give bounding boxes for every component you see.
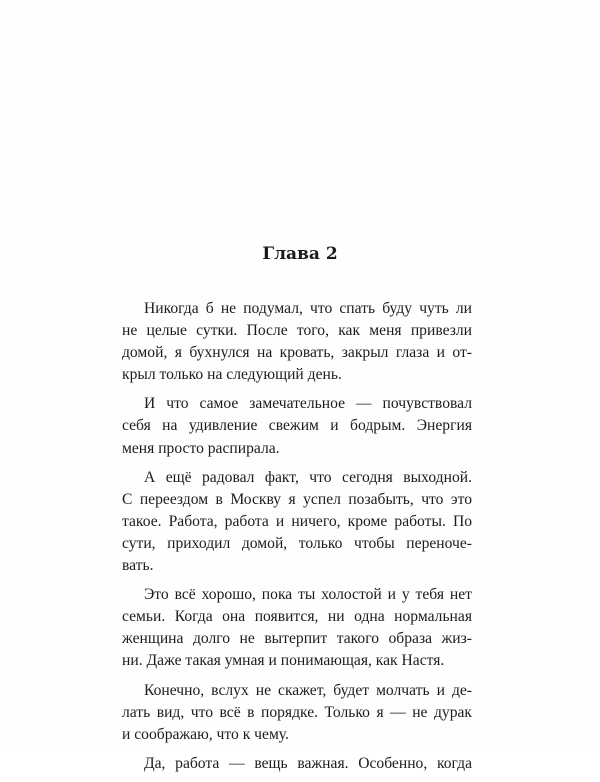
text-line: женщина долго не вытерпит такого образа жиз- [122,630,472,648]
text-line: семьи. Когда она появится, ни одна нормальная [122,608,472,626]
text-line: меня просто распирала. [122,439,280,457]
text-line: домой, я бухнулся на кровать, закрыл глаза и от- [122,344,472,362]
text-line: И что самое замечательное — почувствовал [144,395,472,413]
paragraph [122,753,472,775]
text-line: С переездом в Москву я успел позабыть, что это [122,490,472,508]
paragraph [122,393,472,459]
text-line: и соображаю, что к чему. [122,725,289,743]
text-line: Да, работа — вещь важная. Особенно, когда [144,754,472,772]
paragraph [122,467,472,577]
text-line: ни. Даже такая умная и понимающая, как Настя. [122,652,445,670]
paragraph [122,680,472,746]
text-line: лать вид, что всё в порядке. Только я — не дурак [122,703,472,721]
text-line: вать. [122,557,154,575]
text-line: себя на удивление свежим и бодрым. Энергия [122,417,472,435]
text-line: Никогда б не подумал, что спать буду чуть ли [144,300,472,317]
text-line: Конечно, вслух не скажет, будет молчать и де- [144,681,472,699]
paragraph [122,298,472,386]
paragraph [122,584,472,672]
text-line: не целые сутки. После того, как меня привезли [122,322,472,340]
text-line: сути, приходил домой, только чтобы переноче- [122,534,472,552]
text-line: Это всё хорошо, пока ты холостой и у тебя нет [144,586,472,604]
text-line: крыл только на следующий день. [122,366,342,384]
text-line: А ещё радовал факт, что сегодня выходной. [144,468,472,486]
text-line: такое. Работа, работа и ничего, кроме работы. По [122,512,472,530]
chapter-title: Глава 2 [262,244,338,264]
body-text [122,298,472,782]
